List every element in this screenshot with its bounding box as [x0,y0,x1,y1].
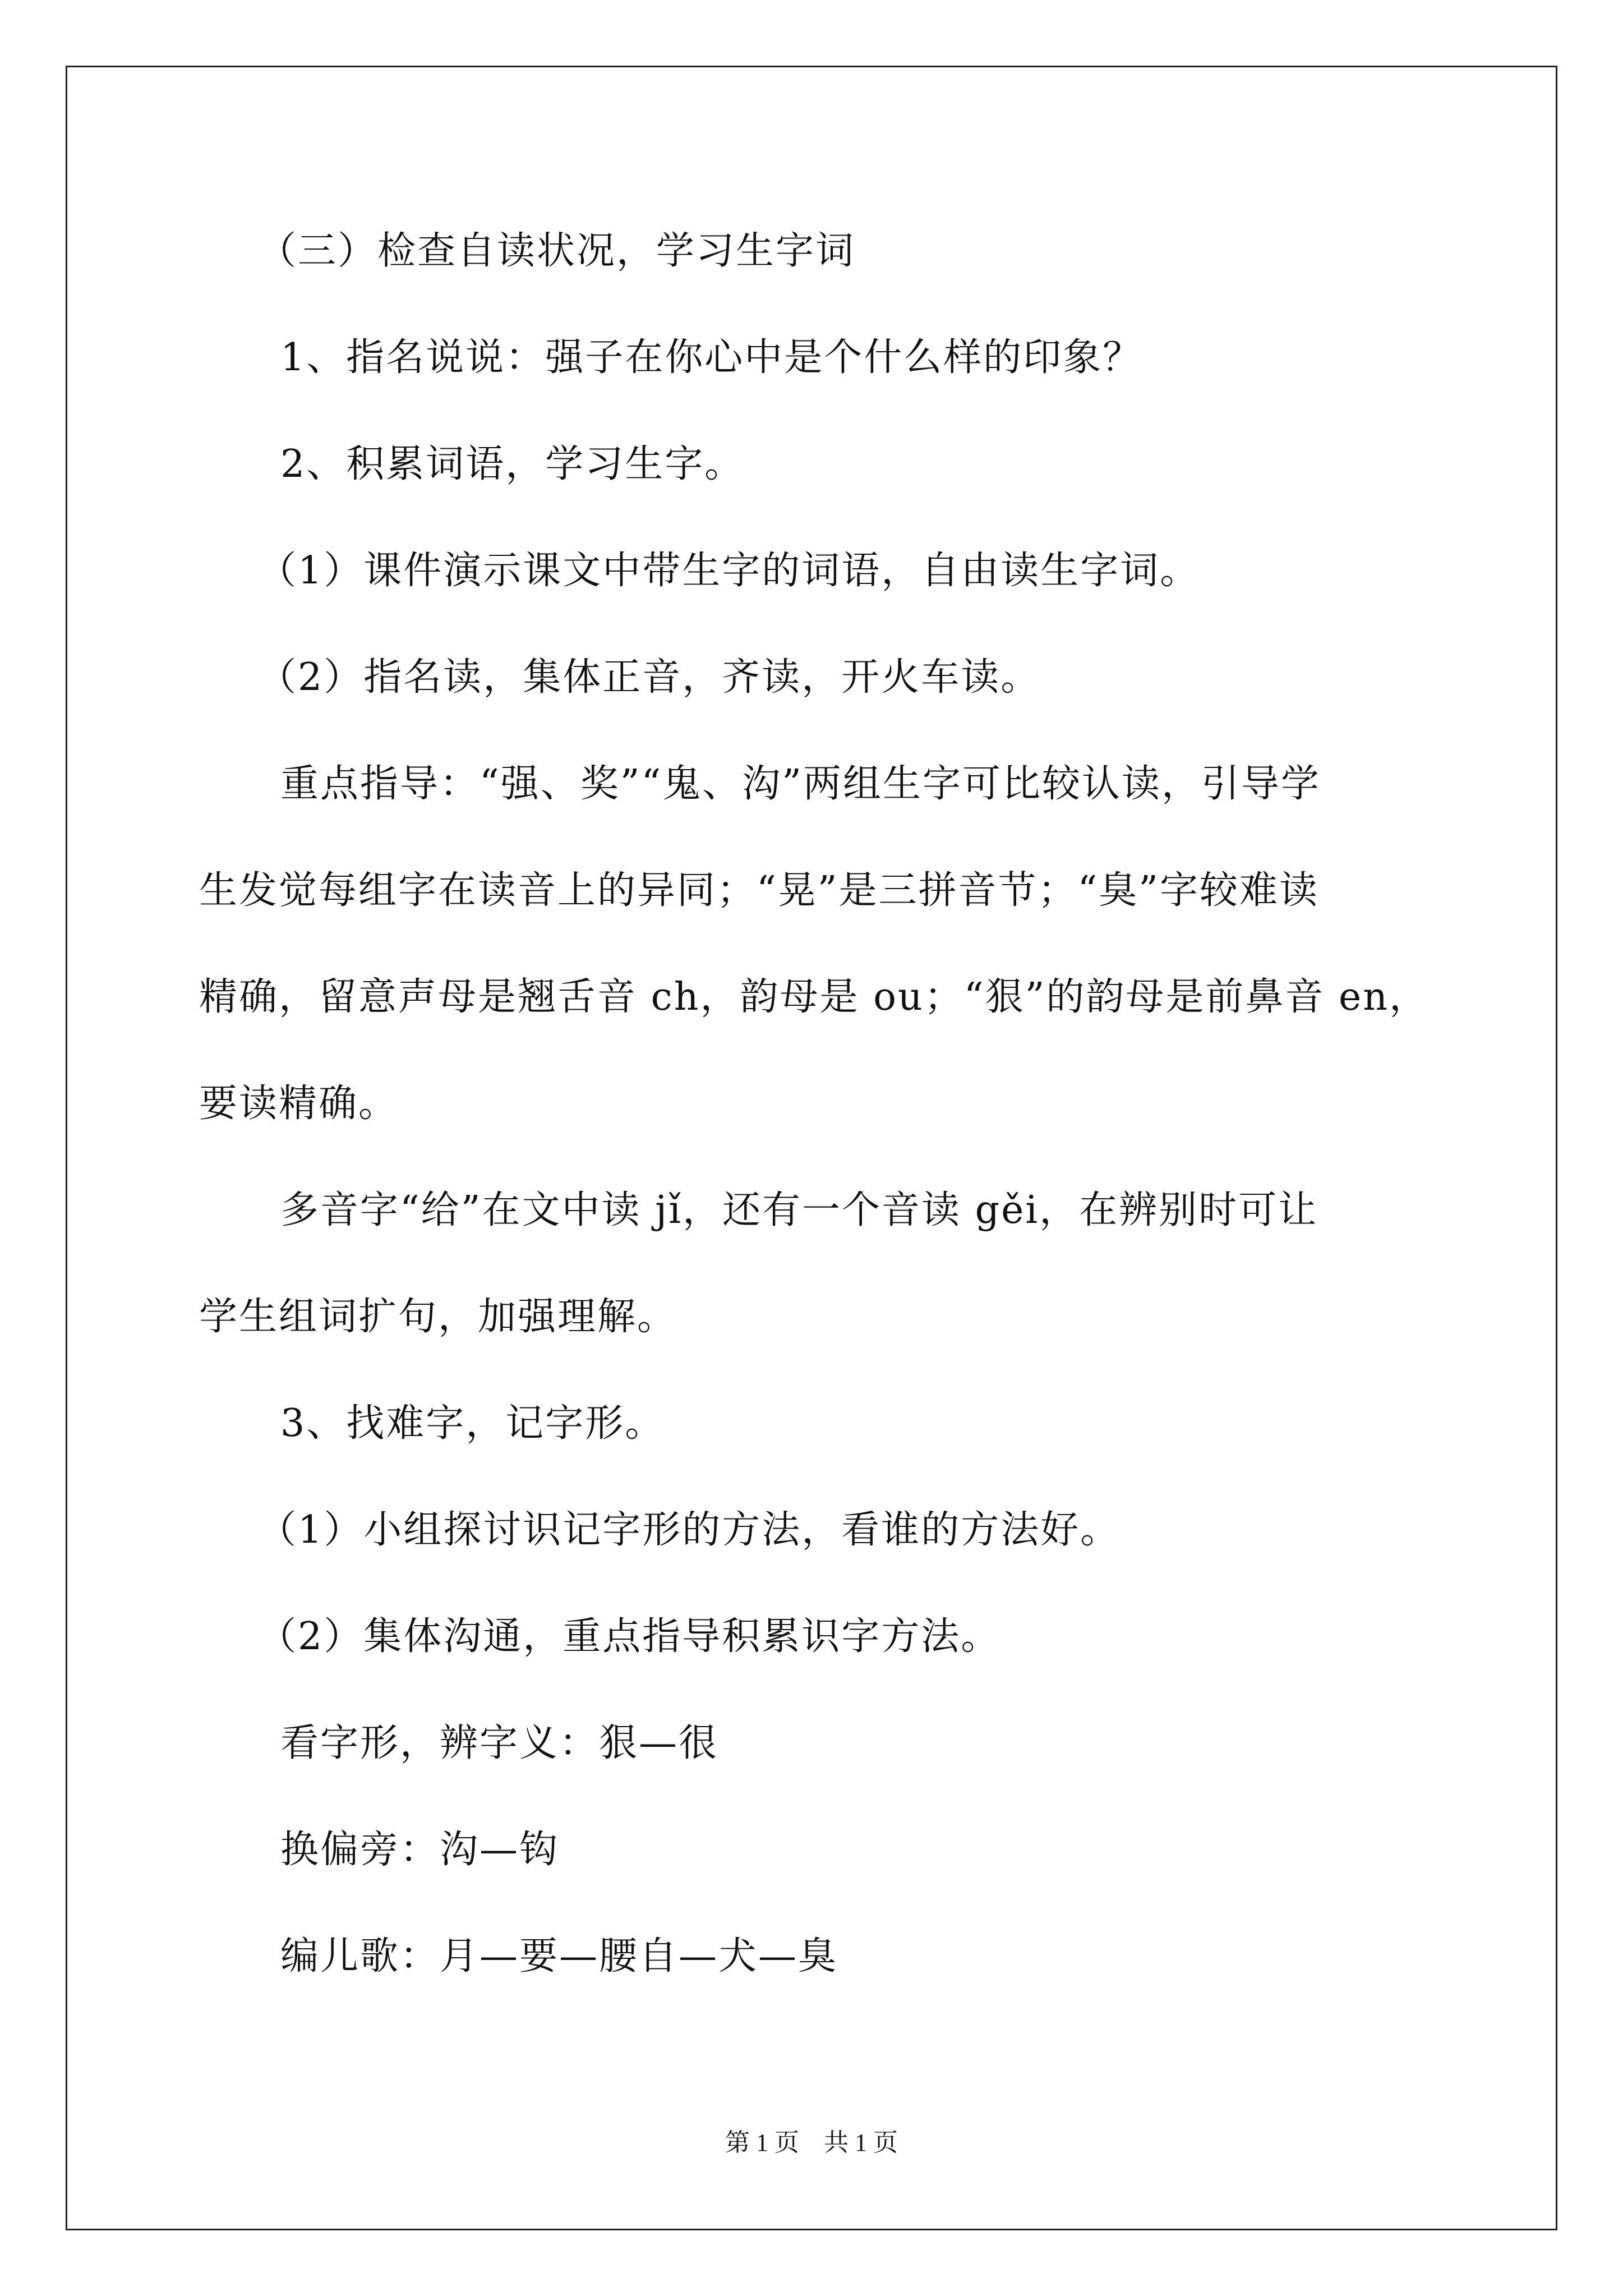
paragraph-line: 1、指名说说：强子在你心中是个什么样的印象？ [280,335,1143,380]
paragraph-line: 生发觉每组字在读音上的异同；“晃”是三拼音节；“臭”字较难读 [199,868,1320,913]
paragraph-line: 2、积累词语，学习生字。 [280,442,745,486]
paragraph-line: 编儿歌：月—要—腰自—犬—臭 [280,1934,838,1978]
paragraph-line: 看字形，辨字义：狠—很 [280,1721,719,1765]
paragraph-line: 精确，留意声母是翘舌音 ch，韵母是 ou；“狠”的韵母是前鼻音 en， [199,975,1430,1019]
paragraph-line: （1）小组探讨识记字形的方法，看谁的方法好。 [258,1508,1121,1552]
paragraph-line: （2）集体沟通，重点指导积累识字方法。 [258,1614,1001,1659]
paragraph-line: （2）指名读，集体正音，齐读，开火车读。 [258,655,1041,700]
paragraph-line: 学生组词扩句，加强理解。 [199,1295,677,1339]
paragraph-line: （1）课件演示课文中带生字的词语，自由读生字词。 [258,549,1200,593]
section-heading: （三）检查自读状况，学习生字词 [258,229,856,273]
page-number-footer: 第 1 页 共 1 页 [725,2129,898,2156]
paragraph-line: 多音字“给”在文中读 jǐ，还有一个音读 gěi，在辨别时可让 [280,1188,1318,1232]
paragraph-line: 重点指导：“强、奖”“鬼、沟”两组生字可比较认读，引导学 [280,762,1321,806]
page-border [66,66,1557,2230]
paragraph-line: 换偏旁：沟—钩 [280,1828,560,1872]
paragraph-line: 要读精确。 [199,1082,399,1126]
paragraph-line: 3、找难字，记字形。 [280,1401,665,1446]
